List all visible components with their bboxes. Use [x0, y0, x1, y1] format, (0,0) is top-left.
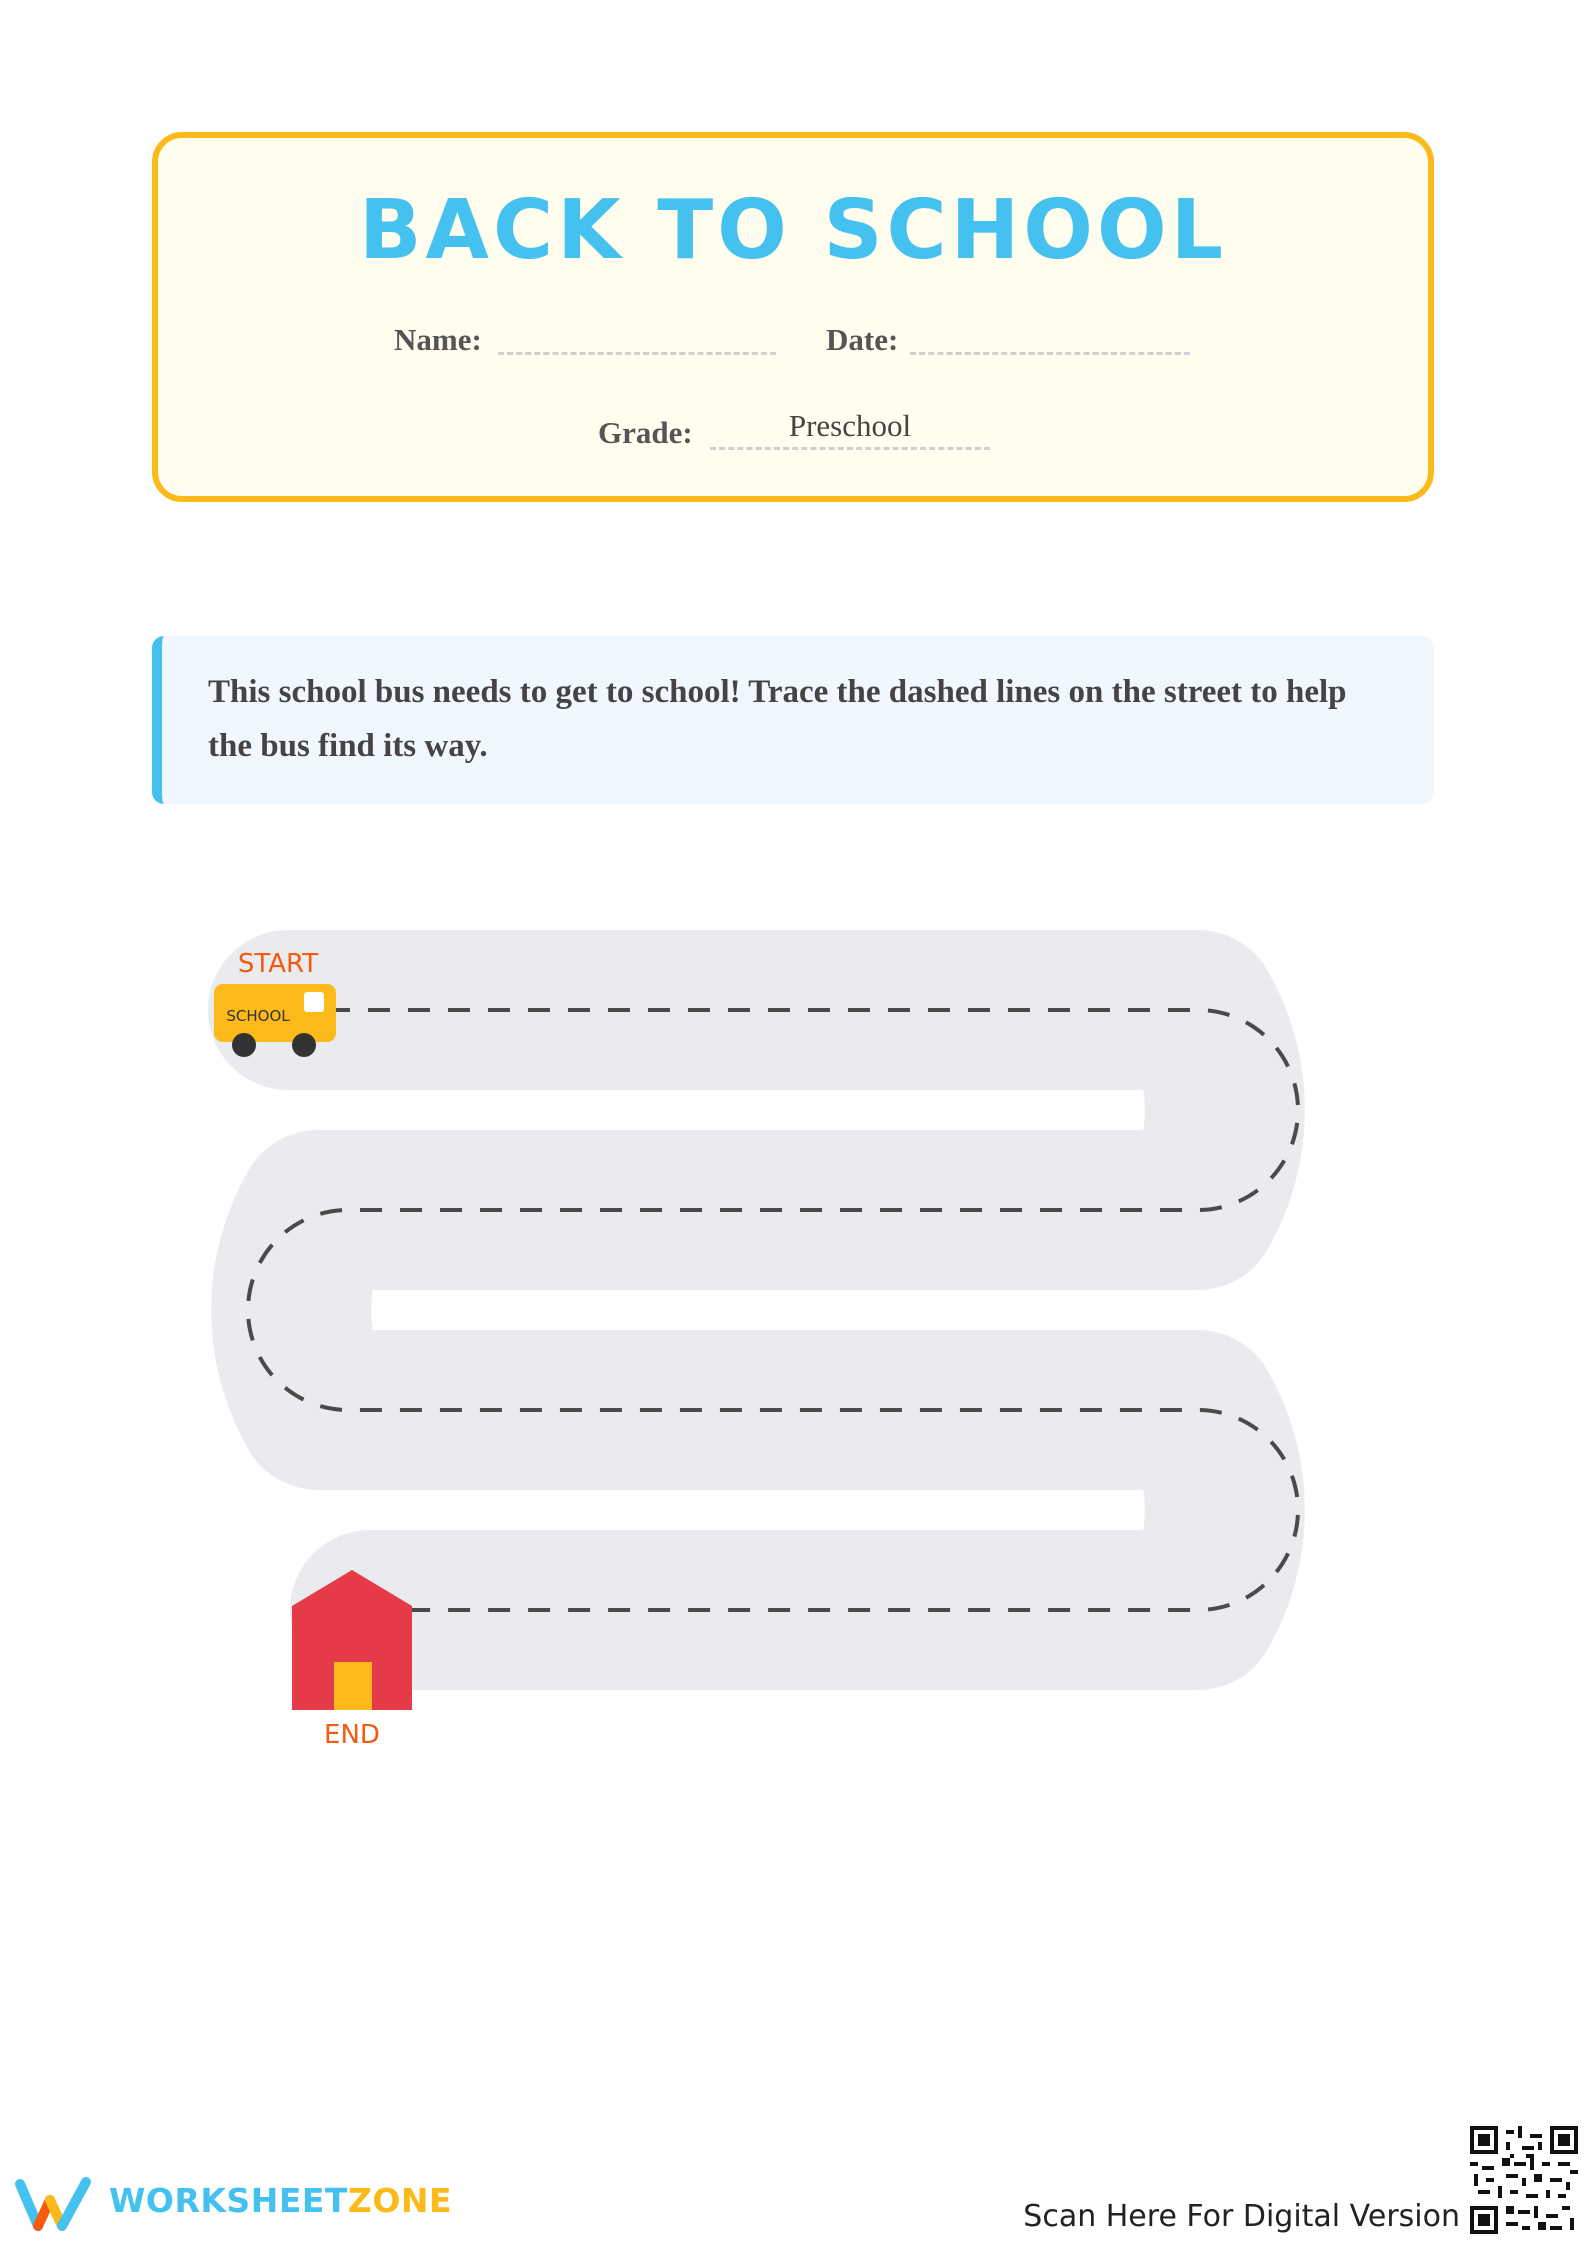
grade-label: Grade:: [598, 415, 693, 450]
brand-name-part1: WORKSHEET: [109, 2181, 348, 2220]
footer-brand[interactable]: [14, 2176, 453, 2232]
instructions-text: This school bus needs to get to school! Trace the dashed lines on the street to help the bus find its way.: [208, 674, 1347, 764]
road: [288, 1010, 1225, 1610]
bus-label: SCHOOL: [226, 1007, 290, 1025]
qr-code[interactable]: [1470, 2126, 1578, 2234]
brand-name-part2: ZONE: [347, 2181, 453, 2220]
date-label: Date:: [826, 322, 899, 357]
name-label: Name:: [394, 322, 482, 357]
dashed-trace-line[interactable]: [248, 1010, 1298, 1610]
grade-value: Preschool: [788, 408, 912, 443]
end-label: END: [324, 1720, 380, 1750]
start-label: START: [237, 949, 319, 979]
scan-text: Scan Here For Digital Version: [1023, 2199, 1460, 2234]
page-title: BACK TO SCHOOL: [359, 183, 1227, 278]
worksheetzone-logo: [14, 2176, 94, 2232]
brand-name: [109, 2181, 453, 2220]
